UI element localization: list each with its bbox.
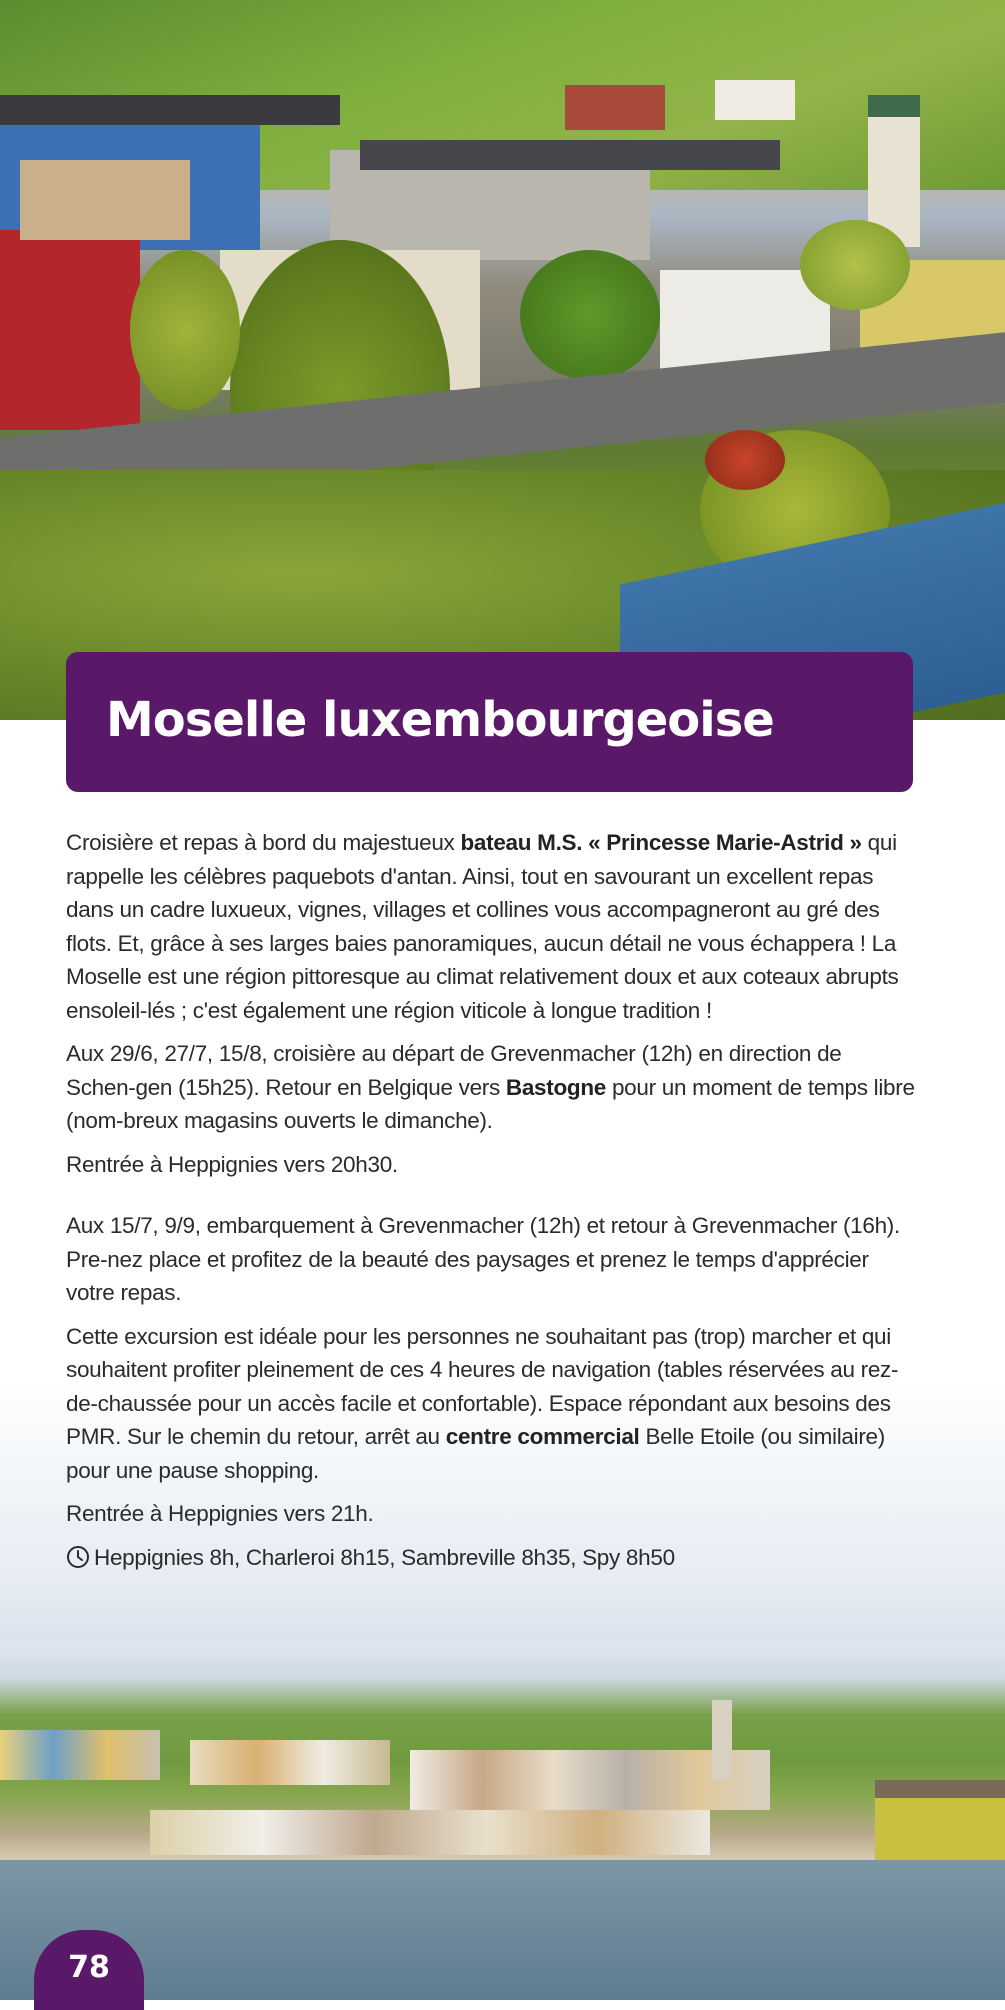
departure-list: Heppignies 8h, Charleroi 8h15, Sambreville 8h35, Spy 8h50 [94, 1544, 675, 1570]
riverside-town [0, 1700, 1005, 1870]
text: pour un moment de temps libre (nom-breux magasins ouverts le dimanche). [66, 1074, 915, 1133]
boat-name: bateau M.S. « Princesse Marie-Astrid » [460, 830, 862, 855]
return-time-1: Rentrée à Heppignies vers 20h30. [66, 1151, 398, 1177]
house-hill-white [715, 80, 795, 120]
paragraph-intro [66, 826, 916, 1027]
text: qui rappelle les célèbres paquebots d'antan. Ainsi, tout en savourant un excellent repas dans un cadre luxueux, vignes, villages et collines vous accompagneront au gré des flots. Et, grâce à ses larges baies panoramiques, aucun détail ne vous échappera ! La Moselle est une région pittoresque au climat relativement doux et aux coteaux abrupts ensoleil-lés ; c'est également une région viticole à longue tradition ! [66, 830, 899, 1023]
lake [0, 1860, 1005, 2000]
text: Cette excursion est idéale pour les personnes ne souhaitant pas (trop) marcher et qui souhaitent profiter pleinement de ces 4 heures de navigation (tables réservées au rez-de-chaussée pour un accès facile et confortable). Espace répondant aux besoins des PMR. Sur le chemin du retour, arrêt au [66, 1323, 899, 1449]
text: Croisière et repas à bord du majestueux [66, 830, 461, 855]
description [66, 826, 916, 1574]
house-hill-red [565, 85, 665, 130]
bush-red [705, 430, 785, 490]
house-row [190, 1740, 390, 1785]
text: Aux 29/6, 27/7, 15/8, croisière au départ de Grevenmacher (12h) en direction de Schen-gen (15h25). Retour en Belgique vers [66, 1041, 842, 1100]
roof-dark [0, 95, 340, 125]
tree [800, 220, 910, 310]
village-photo-top [0, 0, 1005, 720]
shopping-center: centre commercial [445, 1424, 640, 1449]
paragraph-accessibility [66, 1320, 916, 1488]
house-red [0, 230, 140, 430]
clock-icon [66, 1545, 90, 1569]
departure-times [66, 1541, 916, 1575]
house-row [0, 1730, 160, 1780]
paragraph-dates-1 [66, 1037, 916, 1138]
page-title: Moselle luxembourgeoise [106, 692, 774, 748]
house-beige [20, 160, 190, 240]
text: Belle Etoile (ou similaire) pour une pause shopping. [66, 1424, 885, 1483]
tree [130, 250, 240, 410]
return-time-2: Rentrée à Heppignies vers 21h. [66, 1501, 374, 1526]
house-row [150, 1810, 710, 1855]
tree [520, 250, 660, 380]
church-spire [712, 1700, 732, 1780]
destination-bastogne: Bastogne [505, 1074, 607, 1100]
roof-dark-2 [360, 140, 780, 170]
page-number-badge [34, 1930, 144, 2010]
page-number: 78 [68, 1950, 110, 1985]
title-banner [66, 652, 913, 792]
paragraph-dates-2: Aux 15/7, 9/9, embarquement à Grevenmacher (12h) et retour à Grevenmacher (16h). Pre-nez place et profitez de la beauté des paysages et prenez le temps d'apprécier votre repas. [66, 1213, 900, 1305]
